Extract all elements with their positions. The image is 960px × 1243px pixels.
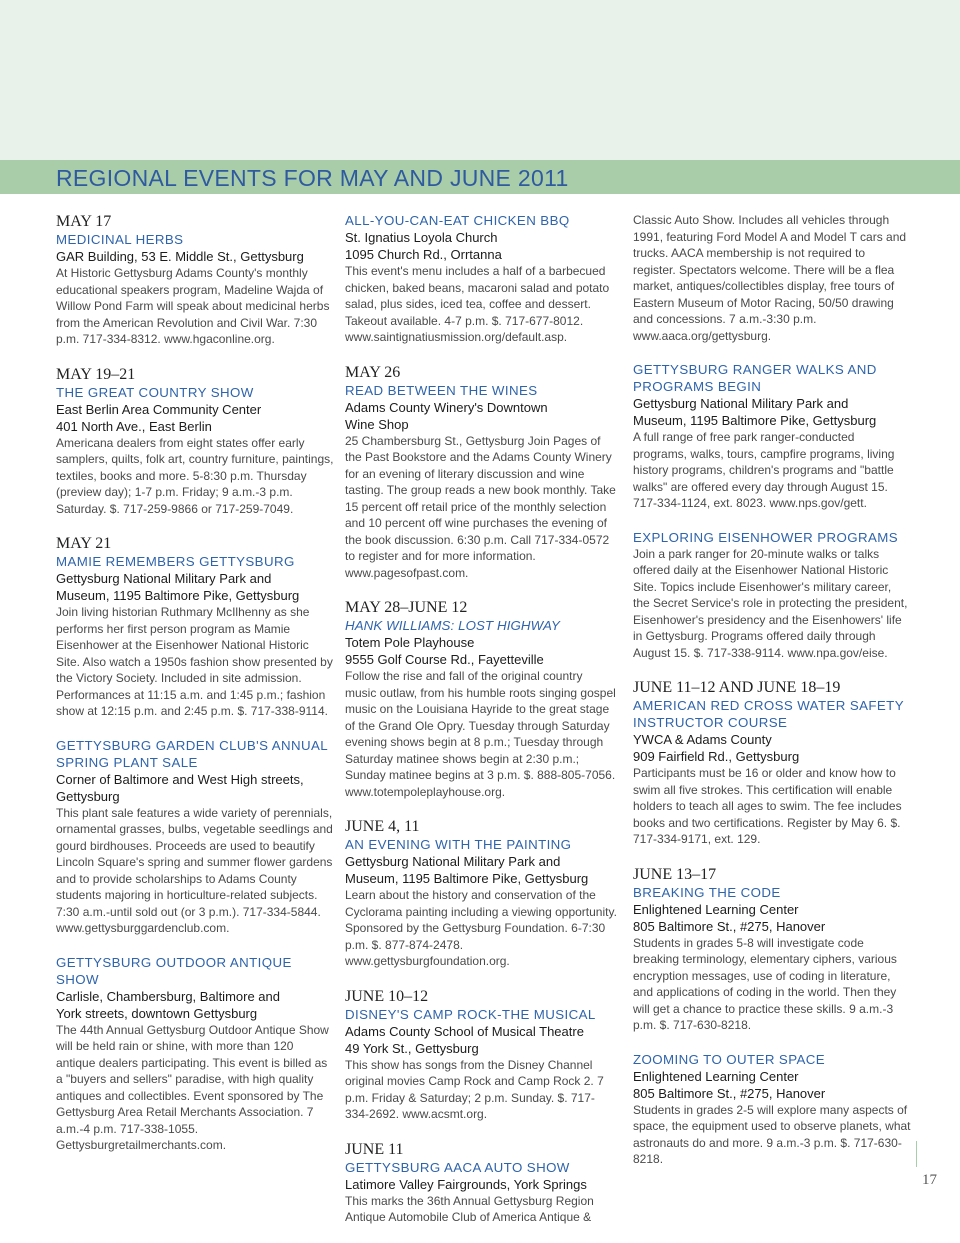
- event-date: MAY 17: [56, 213, 112, 230]
- event-venue: Corner of Baltimore and West High streets,: [56, 771, 304, 787]
- event-entry: [345, 212, 617, 346]
- event-venue: Enlightened Learning Center: [633, 1068, 799, 1084]
- event-title: AN EVENING WITH THE PAINTING: [345, 837, 572, 852]
- event-venue: Museum, 1195 Baltimore Pike, Gettysburg: [345, 871, 589, 886]
- event-description: Students in grades 2-5 will explore many aspects of space, the equipment used to observe planets, what astronauts do and more. 9 a.m.-3 p.m. $. 717-630-8218.: [633, 1102, 911, 1166]
- event-venue: Latimore Valley Fairgrounds, York Springs: [345, 1176, 587, 1192]
- event-description: This marks the 36th Annual Gettysburg Region Antique Automobile Club of America Antique &: [345, 1193, 594, 1224]
- event-venue: 9555 Golf Course Rd., Fayetteville: [345, 652, 544, 667]
- event-entry: [345, 598, 617, 800]
- event-venue: 805 Baltimore St., #275, Hanover: [633, 1085, 826, 1101]
- page-title: REGIONAL EVENTS FOR MAY AND JUNE 2011: [56, 165, 569, 191]
- event-venue: Museum, 1195 Baltimore Pike, Gettysburg: [56, 588, 300, 603]
- event-date: JUNE 11: [345, 1140, 404, 1158]
- event-entry: [633, 529, 911, 662]
- event-description: This show has songs from the Disney Channel original movies Camp Rock and Camp Rock 2. 7 p.m. Friday & Saturday; 2 p.m. Sunday. $. 717-334-2692. www.acsmt.org.: [345, 1057, 604, 1121]
- event-entry: [633, 865, 911, 1034]
- event-venue: YWCA & Adams County: [633, 732, 772, 747]
- column-1: [56, 212, 336, 1171]
- event-title: THE GREAT COUNTRY SHOW: [56, 384, 254, 400]
- event-continuation: Classic Auto Show. Includes all vehicles through 1991, featuring Ford Model A and Model T cars and trucks. AACA membership is not required to register. Spectators welcome. There will be a flea market, antiques/collectibles display, free tours of Eastern Museum of Motor Racing, 50/50 drawing and concessions. 7 a.m.-3:30 p.m. www.aaca.org/gettysburg.: [633, 213, 907, 343]
- event-venue: St. Ignatius Loyola Church: [345, 230, 498, 245]
- top-band: [0, 0, 960, 160]
- event-title: EXPLORING EISENHOWER PROGRAMS: [633, 529, 899, 545]
- event-date: MAY 21: [56, 535, 112, 552]
- event-venue: 1095 Church Rd., Orrtanna: [345, 247, 502, 262]
- event-venue: Gettysburg National Military Park and: [633, 396, 849, 411]
- event-entry: [345, 987, 617, 1123]
- event-venue: Carlisle, Chambersburg, Baltimore and: [56, 988, 280, 1004]
- event-venue: Adams County School of Musical Theatre: [345, 1023, 584, 1039]
- event-title: ALL-YOU-CAN-EAT CHICKEN BBQ: [345, 213, 570, 228]
- event-description: Participants must be 16 or older and know how to swim all five strokes. This certification will enable holders to teach all ages to swim. The fee includes books and two certifications. Register by May 6. $. 717-334-9171, ext. 129.: [633, 766, 902, 846]
- event-venue: 909 Fairfield Rd., Gettysburg: [633, 749, 800, 764]
- event-venue: Enlightened Learning Center: [633, 901, 799, 917]
- event-entry: [633, 212, 911, 344]
- event-entry: [633, 678, 911, 848]
- event-date: JUNE 4, 11: [345, 818, 420, 835]
- column-2: [345, 212, 617, 1243]
- event-venue: 805 Baltimore St., #275, Hanover: [633, 918, 826, 934]
- event-title: MAMIE REMEMBERS GETTYSBURG: [56, 554, 295, 569]
- event-venue: Gettysburg National Military Park and: [345, 854, 561, 869]
- event-description: This plant sale features a wide variety of perennials, ornamental grasses, bulbs, vegetable seedlings and gourd birdhouses. Proceeds are used to beautify Lincoln Square's spring and summer flower gardens and to provide scholarships to Adams County students majoring in horticulture-related subjects. 7:30 a.m.-until sold out (or 3 p.m.). 717-334-5844. www.gettysburggardenclub.com.: [56, 805, 333, 935]
- event-description: Join a park ranger for 20-minute walks or talks offered daily at the Eisenhower National Historic Site. Topics include Eisenhower's military career, the Secret Service's role in protecting the president, Eisenhower's presidency and the Eisenhowers' life in Gettysburg. Programs offered daily through August 15. $. 717-338-9114. www.npa.gov/eise.: [633, 546, 908, 660]
- event-date: MAY 19–21: [56, 365, 136, 383]
- event-entry: [56, 365, 336, 518]
- event-description: Join living historian Ruthmary McIlhenny as she performs her first person program as Mamie Eisenhower at the Eisenhower National Historic Site. Also watch a 1950s fashion show presented by the Victory Society. Included in site admission. Performances at 11:15 a.m. and 1:45 p.m.; fashion show at 12:15 p.m. and 2:45 p.m. $. 717-338-9114.: [56, 605, 333, 718]
- event-date: MAY 28–JUNE 12: [345, 599, 468, 616]
- event-description: A full range of free park ranger-conducted programs, walks, tours, campfire programs, living history programs, children's programs and "battle walks" are offered every day through August 15. 717-334-1124, ext. 8023. www.nps.gov/gett.: [633, 430, 895, 510]
- event-venue: Totem Pole Playhouse: [345, 635, 475, 650]
- page-number-rule: [916, 1141, 917, 1167]
- event-venue: 401 North Ave., East Berlin: [56, 418, 212, 434]
- event-venue: Wine Shop: [345, 416, 409, 432]
- event-description: Follow the rise and fall of the original country music outlaw, from his humble roots singing gospel music on the Louisiana Hayride to the great stage of the Grand Ole Opry. Tuesday through Saturday evening shows begin at 8 p.m.; Tuesday through Saturday matinee shows begin at 2:30 p.m.; Sunday matinee begins at 3 p.m. $. 888-805-7056. www.totempoleplayhouse.org.: [345, 669, 616, 799]
- event-venue: Gettysburg: [56, 788, 120, 804]
- event-title: READ BETWEEN THE WINES: [345, 382, 538, 398]
- event-description: This event's menu includes a half of a barbecued chicken, baked beans, macaroni salad and potato salad, plus sides, iced tea, coffee and dessert. Takeout available. 4-7 p.m. $. 717-677-8012. www.saintignatiusmission.org/default.asp.: [345, 264, 610, 344]
- event-description: The 44th Annual Gettysburg Outdoor Antique Show will be held rain or shine, with more than 120 antique dealers participating. This event is billed as a "buyers and sellers" paradise, with high quality antiques and collectibles. Event sponsored by The Gettysburg Area Retail Merchants Association. 7 a.m.-4 p.m. 717-338-1055. Gettysburgretailmerchants.com.: [56, 1022, 329, 1152]
- event-title: GETTYSBURG RANGER WALKS AND PROGRAMS BEGIN: [633, 362, 877, 394]
- event-entry: [345, 363, 617, 582]
- event-venue: Gettysburg National Military Park and: [56, 571, 272, 586]
- event-date: JUNE 10–12: [345, 987, 429, 1005]
- event-entry: [633, 361, 911, 512]
- event-description: 25 Chambersburg St., Gettysburg Join Pages of the Past Bookstore and the Adams County Winery for an evening of literary discussion and wine tasting. The group reads a new book monthly. Take 15 percent off retail price of the monthly selection and 10 percent off wine purchases the evening of the book discussion. 6:30 p.m. Call 717-334-0572 to register and for more information. www.pagesofpast.com.: [345, 433, 616, 580]
- event-entry: [56, 954, 336, 1154]
- event-title: GETTYSBURG OUTDOOR ANTIQUE SHOW: [56, 954, 292, 987]
- event-description: Americana dealers from eight states offer early samplers, quilts, folk art, country furniture, paintings, textiles, books and more. 5-8:30 p.m. Thursday (preview day); 1-7 p.m. Friday; 9 a.m.-3 p.m. Saturday. $. 717-259-9866 or 717-259-7049.: [56, 435, 334, 516]
- event-description: At Historic Gettysburg Adams County's monthly educational speakers program, Madeline Wajda of Willow Pond Farm will speak about medicinal herbs from the American Revolution and Civil War. 7:30 p.m. 717-334-8312. www.hgaconline.org.: [56, 266, 330, 346]
- event-title: BREAKING THE CODE: [633, 884, 781, 900]
- event-date: JUNE 11–12 AND JUNE 18–19: [633, 679, 841, 696]
- event-title: MEDICINAL HERBS: [56, 232, 184, 247]
- event-entry: [56, 534, 336, 720]
- event-entry: [345, 1140, 617, 1226]
- event-venue: Museum, 1195 Baltimore Pike, Gettysburg: [633, 413, 877, 428]
- event-venue: East Berlin Area Community Center: [56, 401, 262, 417]
- event-venue: GAR Building, 53 E. Middle St., Gettysburg: [56, 249, 304, 264]
- event-description: Students in grades 5-8 will investigate code breaking terminology, elementary ciphers, various encryption messages, use of coding in literature, and applications of coding in the world. Then they will get a chance to practice these skills. 9 a.m.-3 p.m. $. 717-630-8218.: [633, 935, 897, 1032]
- event-entry: [56, 212, 336, 348]
- event-title: GETTYSBURG GARDEN CLUB'S ANNUAL SPRING PLANT SALE: [56, 737, 328, 770]
- event-venue: Adams County Winery's Downtown: [345, 399, 548, 415]
- event-title: DISNEY'S CAMP ROCK-THE MUSICAL: [345, 1006, 596, 1022]
- event-venue: 49 York St., Gettysburg: [345, 1040, 479, 1056]
- event-title: GETTYSBURG AACA AUTO SHOW: [345, 1159, 570, 1175]
- event-venue: York streets, downtown Gettysburg: [56, 1005, 258, 1021]
- event-description: Learn about the history and conservation of the Cyclorama painting including a viewing opportunity. Sponsored by the Gettysburg Foundation. 6-7:30 p.m. $. 877-874-2478. www.gettysburgfoundation.org.: [345, 888, 617, 968]
- event-date: MAY 26: [345, 363, 401, 381]
- column-3: [633, 212, 911, 1185]
- event-entry: [633, 1051, 911, 1168]
- event-entry: [56, 737, 336, 937]
- event-title: AMERICAN RED CROSS WATER SAFETY INSTRUCTOR COURSE: [633, 698, 904, 730]
- event-title: ZOOMING TO OUTER SPACE: [633, 1051, 826, 1067]
- event-title: HANK WILLIAMS: LOST HIGHWAY: [345, 618, 560, 633]
- event-entry: [345, 817, 617, 970]
- event-date: JUNE 13–17: [633, 865, 717, 883]
- page-number: 17: [922, 1172, 937, 1188]
